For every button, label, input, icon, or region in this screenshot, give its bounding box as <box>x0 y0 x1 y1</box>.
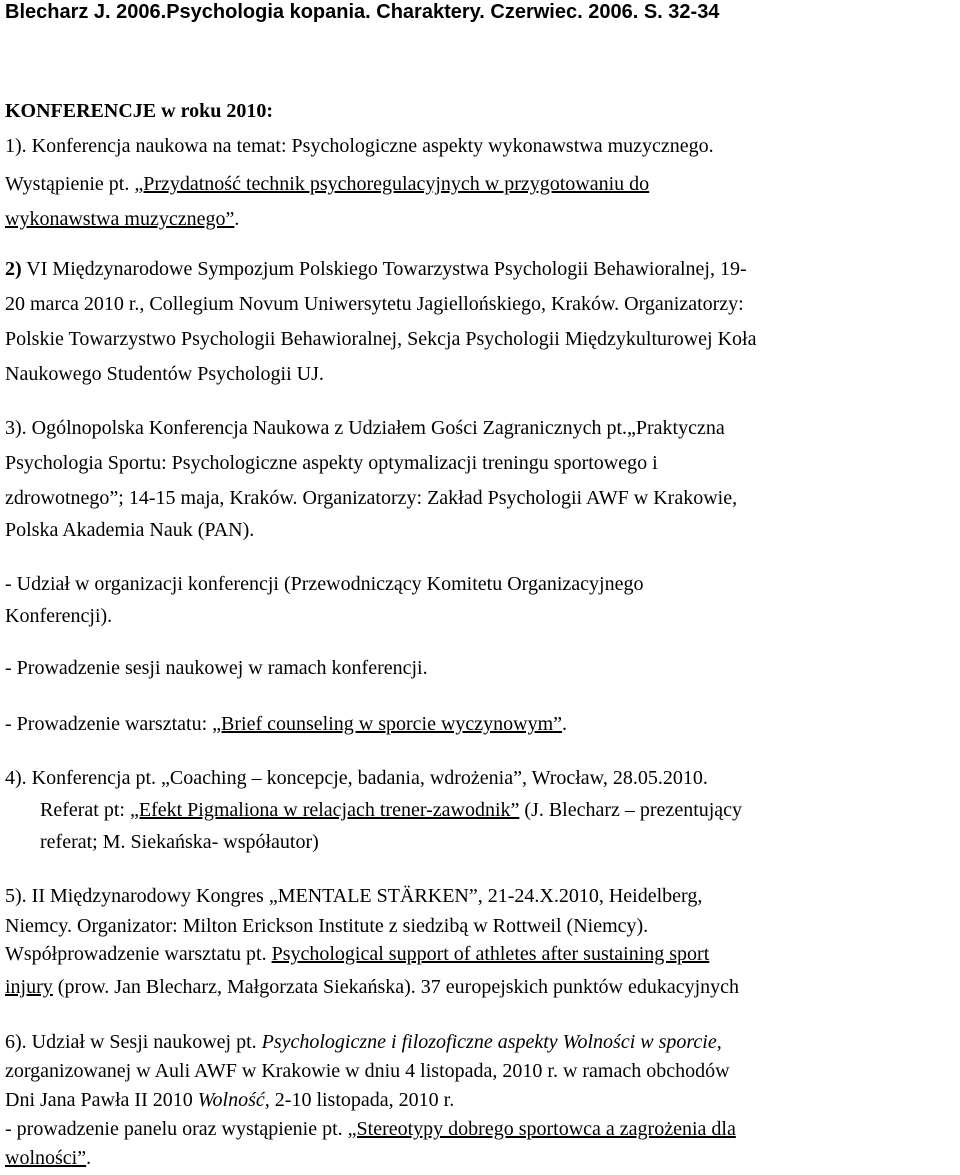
item6-line4: - prowadzenie panelu oraz wystąpienie pt. „Stereotypy dobrego sportowca a zagrożenia dla <box>5 1118 736 1140</box>
item1-line1: 1). Konferencja naukowa na temat: Psychologiczne aspekty wykonawstwa muzycznego. <box>5 135 714 157</box>
section-title: KONFERENCJE w roku 2010: <box>5 100 273 122</box>
citation-header: Blecharz J. 2006.Psychologia kopania. Charaktery. Czerwiec. 2006. S. 32-34 <box>5 1 720 23</box>
item2-line3: Polskie Towarzystwo Psychologii Behawioralnej, Sekcja Psychologii Międzykulturowej Koła <box>5 328 757 350</box>
workshop-title: „Brief counseling w sporcie wyczynowym” <box>212 713 563 735</box>
item4-line2: Referat pt: „Efekt Pigmaliona w relacjach trener-zawodnik” (J. Blecharz – prezentujący <box>40 799 743 821</box>
item2-line4: Naukowego Studentów Psychologii UJ. <box>5 363 324 385</box>
talk-title: „Stereotypy dobrego sportowca a zagrożenia dla <box>347 1118 736 1140</box>
item3-duty1-line1: - Udział w organizacji konferencji (Przewodniczący Komitetu Organizacyjnego <box>5 573 644 595</box>
item1-title-link: „Przydatność technik psychoregulacyjnych w przygotowaniu do <box>134 173 650 195</box>
item3-line4: Polska Akademia Nauk (PAN). <box>5 519 255 541</box>
workshop2-title-end: injury <box>5 976 53 998</box>
talk-title-end: wolności” <box>5 1147 87 1169</box>
item5-line3: Współprowadzenie warsztatu pt. Psychological support of athletes after sustaining sport <box>5 943 710 965</box>
item2-line1: 2) VI Międzynarodowe Sympozjum Polskiego Towarzystwa Psychologii Behawioralnej, 19- <box>5 258 747 280</box>
item5-line1: 5). II Międzynarodowy Kongres „MENTALE STÄRKEN”, 21-24.X.2010, Heidelberg, <box>5 885 703 907</box>
item6-line3: Dni Jana Pawła II 2010 Wolność, 2-10 listopada, 2010 r. <box>5 1089 455 1111</box>
session-title: Psychologiczne i filozoficzne aspekty Wolności w sporcie, <box>261 1031 722 1053</box>
item5-line4: injury (prow. Jan Blecharz, Małgorzata Siekańska). 37 europejskich punktów edukacyjnych <box>5 976 740 998</box>
item5-line2: Niemcy. Organizator: Milton Erickson Institute z siedzibą w Rottweil (Niemcy). <box>5 915 649 937</box>
item4-line1: 4). Konferencja pt. „Coaching – koncepcje, badania, wdrożenia”, Wrocław, 28.05.2010. <box>5 767 708 789</box>
item1-line2: Wystąpienie pt. „Przydatność technik psychoregulacyjnych w przygotowaniu do <box>5 173 650 195</box>
lecture-title: „Efekt Pigmaliona w relacjach trener-zawodnik” <box>129 799 520 821</box>
item1-title-end: wykonawstwa muzycznego” <box>5 208 235 230</box>
item3-line1: 3). Ogólnopolska Konferencja Naukowa z Udziałem Gości Zagranicznych pt.„Praktyczna <box>5 417 725 439</box>
item4-line3: referat; M. Siekańska- współautor) <box>40 831 319 853</box>
workshop2-title: Psychological support of athletes after sustaining sport <box>271 943 710 965</box>
item6-line5: wolności”. <box>5 1147 92 1169</box>
item3-duty2: - Prowadzenie sesji naukowej w ramach konferencji. <box>5 657 428 679</box>
item3-duty1-line2: Konferencji). <box>5 605 113 627</box>
item6-line1: 6). Udział w Sesji naukowej pt. Psychologiczne i filozoficzne aspekty Wolności w sporcie, <box>5 1031 722 1053</box>
item6-line2: zorganizowanej w Auli AWF w Krakowie w dniu 4 listopada, 2010 r. w ramach obchodów <box>5 1060 730 1082</box>
item1-line3: wykonawstwa muzycznego”. <box>5 208 240 230</box>
item3-duty3: - Prowadzenie warsztatu: „Brief counseling w sporcie wyczynowym”. <box>5 713 568 735</box>
item3-line3: zdrowotnego”; 14-15 maja, Kraków. Organizatorzy: Zakład Psychologii AWF w Krakowie, <box>5 487 738 509</box>
item2-line2: 20 marca 2010 r., Collegium Novum Uniwersytetu Jagiellońskiego, Kraków. Organizatorzy: <box>5 293 744 315</box>
item3-line2: Psychologia Sportu: Psychologiczne aspekty optymalizacji treningu sportowego i <box>5 452 658 474</box>
